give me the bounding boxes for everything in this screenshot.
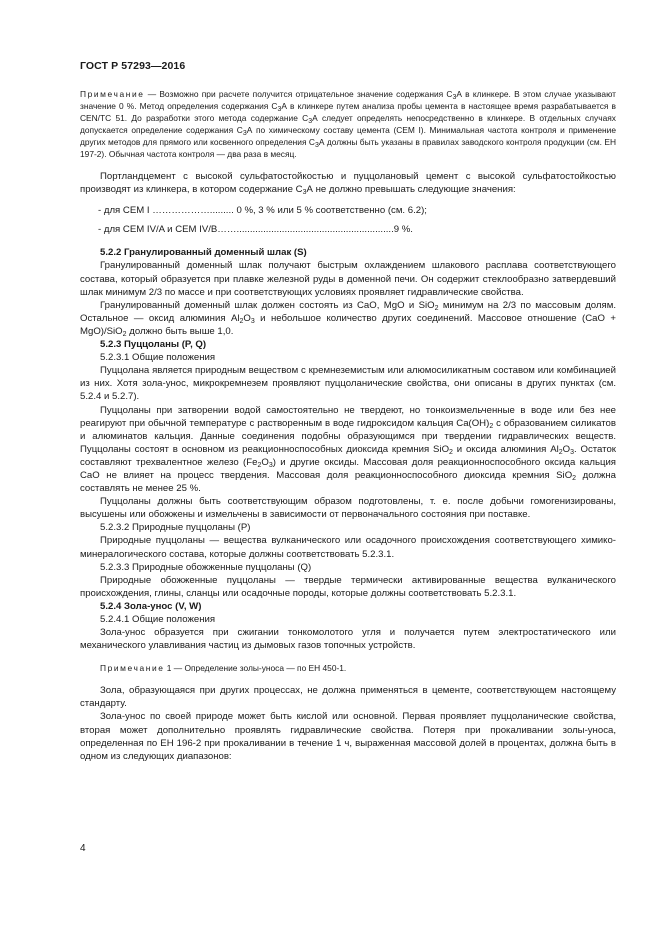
subscript: 2 (572, 474, 577, 482)
note-label: Примечание (100, 663, 165, 674)
subscript: 2 (239, 317, 244, 325)
natural-pozzolan-text: Природные пуццоланы — вещества вулканического или осадочного происхождения соответствующего химико-минералогического состава, которые должны соответствовать 5.2.3.1. (80, 535, 616, 560)
slag-composition: Гранулированный доменный шлак должен состоять из CaO, MgO и SiO$_2$ минимум на 2/3 по массовым долям. Остальное — оксид алюминия $Al_2O_3$ и небольшое количество других соединений. Массовое отношение (CaO + MgO)/SiO$_2$ должно быть выше 1,0. (80, 299, 616, 338)
subscript: 3 (314, 142, 319, 149)
subscript: 2 (489, 422, 494, 430)
slag-definition: Гранулированный доменный шлак получают быстрым охлаждением шлакового расплава соответствующего состава, который образуется при плавке железной руды в доменной печи. Он содержит стеклообразно затвердевший шлак минимум 2/3 по массе и при соответствующих условиях проявляет гидравлические свойства. (80, 260, 616, 298)
page-number: 4 (80, 843, 86, 854)
subscript: 3 (242, 130, 247, 137)
subscript: 3 (570, 448, 575, 456)
pozzolan-definition: Пуццолана является природным веществом с кремнеземистым или алюмосиликатным составом или комбинацией из них. Хотя зола-унос, микрокремнезем проявляют пуццоланические свойства, они описаны в других пунктах (см. 5.2.4 и 5.2.7). (80, 365, 616, 403)
note-c3a: Примечание — Возможно при расчете получится отрицательное значение содержания $С_3А$ в клинкере. В этом случае указывают значение 0 %. Метод определения содержания $С_3А$ в клинкере путем анализа пробы цемента в настоящее время разрабатывается в CEN/TC 51. До разработки этого метода содержание $С_3А$ следует определять непосредственно в клинкере. В отдельных случаях допускается определение содержания $С_3А$ по химическому составу цемента (CEM I). Минимальная частота контроля и применение других методов для прямого или косвенного определения $С_3А$ должны быть указаны в правилах заводского контроля продукции (см. ЕН 197-2). Обычная частота контроля — два раза в месяц. (80, 89, 616, 159)
subscript: 2 (257, 461, 262, 469)
heading-5-2-4-1: 5.2.4.1 Общие положения (100, 614, 216, 625)
fly-ash-other-processes: Зола, образующаяся при других процессах, не должна применяться в цементе, соответствующем настоящему стандарту. (80, 685, 616, 710)
subscript: 3 (308, 118, 313, 125)
note-label: Примечание (80, 89, 145, 99)
fly-ash-types: Зола-унос по своей природе может быть кислой или основной. Первая проявляет пуццоланические свойства, вторая может дополнительно проявлять гидравлические свойства. Потеря при прокаливании золы-уноса, определенная по ЕН 196-2 при прокаливании в течение 1 ч, выраженная массовой долей в процентах, должна быть в одном из следующих диапазонов: (80, 711, 616, 762)
subscript: 3 (277, 106, 282, 113)
standard-header: ГОСТ Р 57293—2016 (80, 60, 186, 72)
sulfate-resistant-intro: Портландцемент с высокой сульфатостойкостью и пуццолановый цемент с высокой сульфатостойкостью производят из клинкера, в котором содержание $С_3А$ не должно превышать следующие значения: (80, 171, 616, 197)
heading-5-2-3-3: 5.2.3.3 Природные обожженные пуццоланы (Q) (100, 561, 312, 573)
subscript: 3 (268, 461, 273, 469)
list-item-cem-1: - для CEM I ………………......... 0 %, 3 % или 5 % соответственно (см. 6.2); (98, 205, 427, 217)
heading-5-2-3-2: 5.2.3.2 Природные пуццоланы (P) (100, 522, 251, 534)
pozzolan-preparation: Пуццоланы должны быть соответствующим образом подготовлены, т. е. после добычи гомогенизированы, высушены или обожжены и измельчены в зависимости от первоначального состояния при поставке. (80, 496, 616, 521)
subscript: 2 (449, 448, 453, 456)
subscript: 3 (250, 317, 255, 325)
fly-ash-definition: Зола-унос образуется при сжигании тонкомолотого угля и получается путем электростатического или механического улавливания частиц из дымовых газов топочных устройств. (80, 627, 616, 652)
heading-5-2-4: 5.2.4 Зола-унос (V, W) (100, 600, 202, 612)
calcined-pozzolan-text: Природные обожженные пуццоланы — твердые термически активированные вещества вулканического происхождения, глины, сланцы или осадочные породы, которые должны соответствовать 5.2.3.1. (80, 574, 616, 599)
heading-5-2-2: 5.2.2 Гранулированный доменный шлак (S) (100, 247, 307, 259)
page-content (80, 88, 616, 763)
pozzolan-properties: Пуццоланы при затворении водой самостоятельно не твердеют, но тонкоизмельченные в воде или без нее реагируют при обычной температуре с растворенным в воде гидроксидом кальция $Ca(OH)_2$ с образованием силикатов и алюминатов кальция. Данные соединения подобны образующимся при твердении гидравлических веществ. Пуццоланы состоят в основном из реакционноспособных диоксида кремния SiO$_2$ и оксида алюминия $Al_2O_3$. Остаток составляют трехвалентное железо $(Fe_2O_3)$ и другие оксиды. Массовая доля реакционноспособного оксида кальция CaO не влияет на процесс твердения. Массовая доля реакционноспособного диоксида кремния SiO$_2$ должна составлять не менее 25 %. (80, 404, 617, 495)
subscript: 2 (122, 330, 127, 338)
subscript: 2 (434, 304, 439, 312)
note-1-fly-ash: Примечание 1 — Определение золы-уноса — по ЕН 450-1. (100, 663, 347, 674)
subscript: 3 (452, 94, 457, 101)
subscript: 2 (558, 448, 563, 456)
heading-5-2-3-1: 5.2.3.1 Общие положения (100, 352, 216, 364)
subscript: 3 (302, 189, 307, 197)
heading-5-2-3: 5.2.3 Пуццоланы (P, Q) (100, 339, 207, 351)
list-item-cem-4-5: - для CEM IV/A и CEM IV/B……...........................................................9 %. (98, 224, 413, 236)
